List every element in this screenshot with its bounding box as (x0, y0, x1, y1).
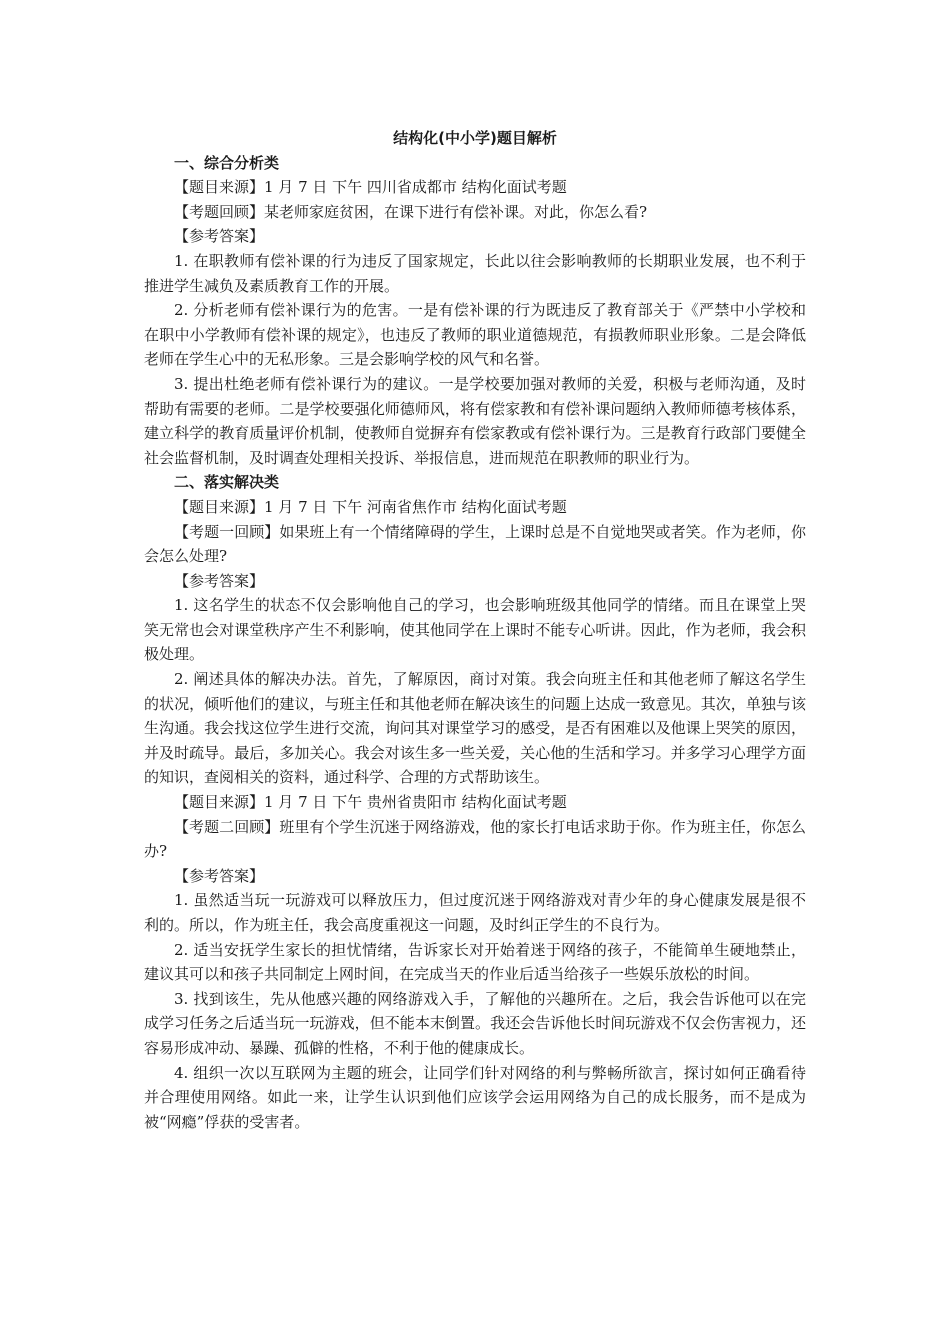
question-source: 【题目来源】1 月 7 日 下午 四川省成都市 结构化面试考题 (174, 178, 567, 197)
answer-paragraph: 2. 适当安抚学生家长的担忧情绪，告诉家长对开始着迷于网络的孩子，不能简单生硬地禁止，建议其可以和孩子共同制定上网时间，在完成当天的作业后适当给孩子一些娱乐放松的时间。 (144, 940, 806, 984)
document-page (144, 126, 806, 1134)
question-review: 【考题二回顾】班里有个学生沉迷于网络游戏，他的家长打电话求助于你。作为班主任，你怎么办? (144, 817, 806, 861)
answer-paragraph: 4. 组织一次以互联网为主题的班会，让同学们针对网络的利与弊畅所欲言，探讨如何正确看待并合理使用网络。如此一来，让学生认识到他们应该学会运用网络为自己的成长服务，而不是成为被“网瘾”俘获的受害者。 (144, 1063, 806, 1131)
answer-paragraph: 2. 分析老师有偿补课行为的危害。一是有偿补课的行为既违反了教育部关于《严禁中小学校和在职中小学教师有偿补课的规定》，也违反了教师的职业道德规范，有损教师职业形象。二是会降低老师在学生心中的无私形象。三是会影响学校的风气和名誉。 (144, 301, 806, 369)
section-heading: 二、落实解决类 (174, 473, 280, 492)
answer-paragraph: 2. 阐述具体的解决办法。首先，了解原因，商讨对策。我会向班主任和其他老师了解这名学生的状况，倾听他们的建议，与班主任和其他老师在解决该生的问题上达成一致意见。其次，单独与该生沟通。我会找这位学生进行交流，询问其对课堂学习的感受，是否有困难以及他课上哭笑的原因，并及时疏导。最后，多加关心。我会对该生多一些关爱，关心他的生活和学习。并多学习心理学方面的知识，查阅相关的资料，通过科学、合理的方式帮助该生。 (144, 670, 806, 787)
answer-paragraph: 3. 找到该生，先从他感兴趣的网络游戏入手，了解他的兴趣所在。之后，我会告诉他可以在完成学习任务之后适当玩一玩游戏，但不能本末倒置。我还会告诉他长时间玩游戏不仅会伤害视力，还容易形成冲动、暴躁、孤僻的性格，不利于他的健康成长。 (144, 989, 806, 1057)
question-source: 【题目来源】1 月 7 日 下午 贵州省贵阳市 结构化面试考题 (174, 793, 567, 812)
page-title: 结构化(中小学)题目解析 (393, 129, 557, 147)
question-review: 【考题一回顾】如果班上有一个情绪障碍的学生，上课时总是不自觉地哭或者笑。作为老师，你会怎么处理? (144, 522, 806, 566)
answer-paragraph: 1. 虽然适当玩一玩游戏可以释放压力，但过度沉迷于网络游戏对青少年的身心健康发展是很不利的。所以，作为班主任，我会高度重视这一问题，及时纠正学生的不良行为。 (144, 891, 806, 934)
section-heading: 一、综合分析类 (174, 153, 280, 172)
answer-label: 【参考答案】 (174, 866, 265, 885)
answer-label: 【参考答案】 (174, 571, 265, 590)
question-source: 【题目来源】1 月 7 日 下午 河南省焦作市 结构化面试考题 (174, 497, 567, 516)
answer-paragraph: 3. 提出杜绝老师有偿补课行为的建议。一是学校要加强对教师的关爱，积极与老师沟通，及时帮助有需要的老师。二是学校要强化师德师风，将有偿家教和有偿补课问题纳入教师师德考核体系，建立科学的教育质量评价机制，使教师自觉摒弃有偿家教或有偿补课行为。三是教育行政部门要健全社会监督机制，及时调查处理相关投诉、举报信息，进而规范在职教师的职业行为。 (144, 374, 806, 467)
answer-paragraph: 1. 这名学生的状态不仅会影响他自己的学习，也会影响班级其他同学的情绪。而且在课堂上哭笑无常也会对课堂秩序产生不利影响，使其他同学在上课时不能专心听讲。因此，作为老师，我会积极处理。 (144, 596, 806, 664)
answer-paragraph: 1. 在职教师有偿补课的行为违反了国家规定，长此以往会影响教师的长期职业发展，也不利于推进学生减负及素质教育工作的开展。 (144, 251, 806, 295)
question-review: 【考题回顾】某老师家庭贫困，在课下进行有偿补课。对此，你怎么看? (174, 202, 648, 221)
answer-label: 【参考答案】 (174, 227, 265, 246)
